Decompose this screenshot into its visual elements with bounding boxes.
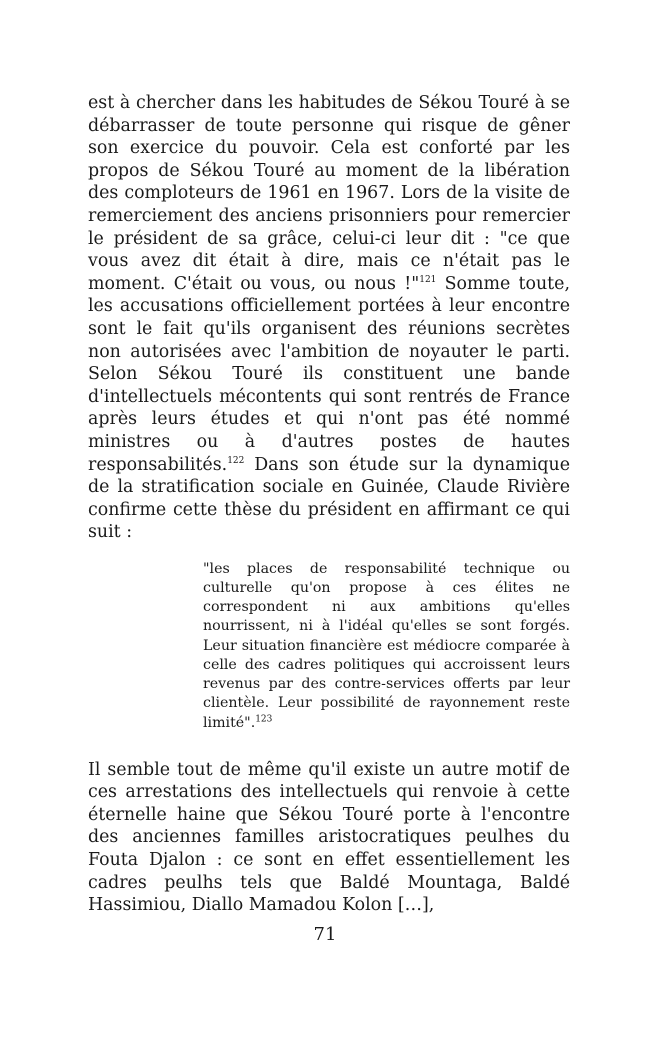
paragraph-text: Somme toute, les accusations officiellement portées à leur encontre sont le fait qu'ils organisent des réunions secrètes non autorisées avec l'ambition de noyauter le parti. Selon Sékou Touré ils constituent une bande d'intellectuels mécontents qui sont rentrés de France après leurs études et qui n'ont pas été nommé ministres ou à d'autres postes de hautes responsabilités. — [88, 273, 570, 475]
footnote-ref[interactable]: 121 — [419, 274, 437, 285]
block-quote — [203, 560, 570, 733]
page-number: 71 — [313, 924, 337, 945]
paragraph-text: Il semble tout de même qu'il existe un autre motif de ces arrestations des intellectuels qui renvoie à cette éternelle haine que Sékou Touré porte à l'encontre des anciennes familles aristocratiques peulhes du Fouta Djalon : ce sont en effet essentiellement les cadres peulhs tels que Baldé Mountaga, Baldé Hassimiou, Diallo Mamadou Kolon […], — [88, 759, 570, 916]
page-body — [88, 92, 570, 917]
footnote-ref[interactable]: 122 — [227, 455, 245, 466]
footnote-ref[interactable]: 123 — [255, 713, 273, 724]
paragraph-text: Dans son étude sur la dynamique de la stratification sociale en Guinée, Claude Rivière confirme cette thèse du président en affirmant ce qui suit : — [88, 454, 570, 543]
body-paragraph — [88, 92, 570, 544]
quote-text: "les places de responsabilité technique ou culturelle qu'on propose à ces élites ne correspondent ni aux ambitions qu'elles nourrissent, ni à l'idéal qu'elles se sont forgés. Leur situation financière est médiocre comparée à celle des cadres politiques qui accroissent leurs revenus par des contre-services offerts par leur clientèle. Leur possibilité de rayonnement reste limité". — [203, 560, 570, 731]
body-paragraph — [88, 759, 570, 917]
paragraph-text: est à chercher dans les habitudes de Sékou Touré à se débarrasser de toute personne qui risque de gêner son exercice du pouvoir. Cela est conforté par les propos de Sékou Touré au moment de la libération des comploteurs de 1961 en 1967. Lors de la visite de remerciement des anciens prisonniers pour remercier le président de sa grâce, celui-ci leur dit : "ce que vous avez dit était à dire, mais ce n'était pas le moment. C'était ou vous, ou nous !" — [88, 93, 570, 294]
